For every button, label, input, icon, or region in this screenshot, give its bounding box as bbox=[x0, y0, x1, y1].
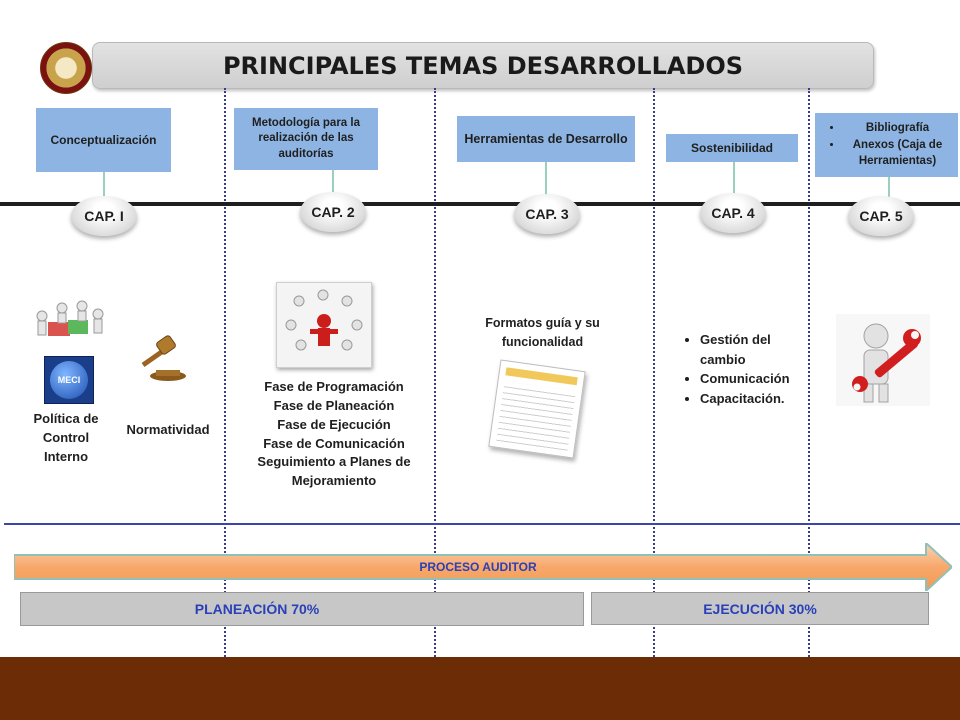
colombia-seal-logo bbox=[40, 42, 92, 94]
page-title: PRINCIPALES TEMAS DESARROLLADOS bbox=[222, 51, 744, 80]
phase-planeacion bbox=[20, 592, 584, 626]
topic-list-item: • Anexos (Caja de Herramientas) bbox=[843, 137, 952, 170]
topic-box-cap3 bbox=[457, 116, 635, 162]
sostenibilidad-item: • Capacitación. bbox=[700, 389, 810, 409]
column-divider bbox=[653, 88, 655, 720]
fase-item: Fase de Comunicación bbox=[263, 435, 405, 451]
fase-item: Fase de Planeación bbox=[273, 397, 395, 413]
cap-badge-4 bbox=[700, 193, 766, 233]
cap-label: CAP. 4 bbox=[711, 205, 755, 221]
document-form-icon bbox=[488, 359, 585, 458]
timeline-line bbox=[0, 202, 960, 206]
sostenibilidad-item: • Gestión del cambio bbox=[700, 330, 810, 369]
footer-band bbox=[0, 657, 960, 720]
proceso-auditor-arrow bbox=[14, 543, 952, 591]
cap-badge-3 bbox=[514, 194, 580, 234]
meci-globe-icon bbox=[44, 356, 94, 404]
cap-label: CAP. I bbox=[84, 208, 124, 224]
politica-control-interno: Política de Control Interno bbox=[33, 411, 99, 464]
formatos-label: Formatos guía y su funcionalidad bbox=[485, 316, 600, 349]
connector-stem bbox=[332, 170, 334, 194]
topic-label: Metodología para la realización de las auditorías bbox=[252, 116, 360, 160]
cap-badge-1 bbox=[71, 196, 137, 236]
cap-badge-2 bbox=[300, 192, 366, 232]
topic-list-item: • Bibliografía bbox=[843, 120, 952, 137]
topic-list bbox=[821, 120, 952, 170]
title-bar bbox=[92, 42, 874, 89]
separator-line bbox=[4, 523, 960, 525]
normatividad-label: Normatividad bbox=[126, 422, 210, 437]
sostenibilidad-list bbox=[680, 330, 810, 408]
connector-stem bbox=[103, 172, 105, 198]
topic-label: Conceptualización bbox=[50, 132, 157, 147]
proceso-auditor-label: PROCESO AUDITOR bbox=[419, 560, 537, 574]
phase-ejecucion bbox=[591, 592, 929, 625]
phase-label: EJECUCIÓN 30% bbox=[703, 600, 817, 617]
wrench-person-icon bbox=[836, 314, 930, 406]
cap-label: CAP. 3 bbox=[525, 206, 569, 222]
connector-stem bbox=[733, 162, 735, 194]
topic-box-cap2 bbox=[234, 108, 378, 170]
fase-item: Fase de Ejecución bbox=[277, 416, 391, 432]
meci-label: MECI bbox=[57, 375, 81, 385]
topic-box-cap5 bbox=[815, 113, 958, 177]
fases-list bbox=[244, 378, 424, 491]
fase-item: Fase de Programación bbox=[264, 379, 404, 394]
gavel-icon bbox=[136, 334, 190, 384]
phase-label: PLANEACIÓN 70% bbox=[194, 601, 320, 617]
topic-box-cap4 bbox=[666, 134, 798, 162]
cap-label: CAP. 2 bbox=[311, 204, 355, 220]
team-leader-icon bbox=[276, 282, 372, 368]
topic-label: Sostenibilidad bbox=[690, 140, 773, 155]
fase-item: Seguimiento a Planes de Mejoramiento bbox=[257, 454, 411, 489]
topic-label: Herramientas de Desarrollo bbox=[464, 131, 628, 146]
cap-label: CAP. 5 bbox=[859, 208, 903, 224]
team-puzzle-icon bbox=[30, 298, 108, 350]
sostenibilidad-item: • Comunicación bbox=[700, 369, 810, 389]
connector-stem bbox=[545, 162, 547, 196]
cap-badge-5 bbox=[848, 196, 914, 236]
topic-box-cap1 bbox=[36, 108, 171, 172]
